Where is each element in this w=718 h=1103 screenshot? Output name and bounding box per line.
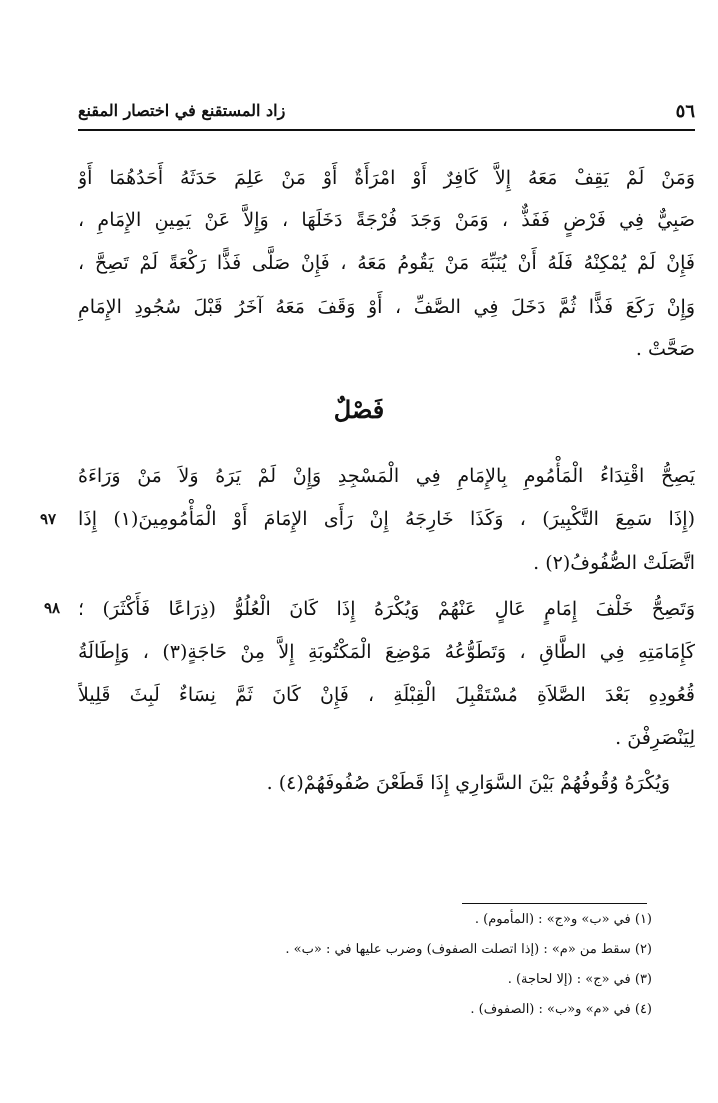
text-line: اتَّصَلَتْ الصُّفُوفُ(٢) . — [533, 552, 695, 574]
margin-reference-number: ٩٧ — [40, 510, 57, 528]
footnote: (٣) في «ج» : (إلا لحاجة) . — [507, 972, 652, 987]
section-heading: فَصْلٌ — [333, 395, 385, 424]
text-line: قُعُودِهِ بَعْدَ الصَّلاَةِ مُسْتَقْبِلَ الْقِبْلَةِ ، فَإِنْ كَانَ ثَمَّ نِسَاءٌ لَبِثَ قَلِيلاً — [78, 684, 695, 706]
text-line: يَصِحُّ اقْتِدَاءُ الْمَأْمُومِ بِالإِمَامِ فِي الْمَسْجِدِ وَإِنْ لَمْ يَرَهُ وَلاَ مَنْ وَرَاءَهُ — [78, 465, 695, 487]
text-line: وَتَصِحُّ خَلْفَ إِمَامٍ عَالٍ عَنْهُمْ وَيُكْرَهُ إِذَا كَانَ الْعُلُوُّ (ذِرَاعًا فَأَكْثَرَ) ؛ — [78, 598, 695, 620]
text-line: فَإِنْ لَمْ يُمْكِنْهُ فَلَهُ أَنْ يُنَبِّهَ مَنْ يَقُومُ مَعَهُ ، فَإِنْ صَلَّى فَذًّا رَكْعَةً لَمْ تَصِحَّ ، — [78, 252, 695, 274]
margin-reference-number: ٩٨ — [44, 599, 61, 617]
text-line: كَإِمَامَتِهِ فِي الطَّاقِ ، وَتَطَوُّعُهُ مَوْضِعَ الْمَكْتُوبَةِ إِلاَّ مِنْ حَاجَةٍ(٣) ، وَإِطَالَةُ — [78, 641, 695, 663]
footnote: (١) في «ب» و«ج» : (المأموم) . — [474, 912, 652, 927]
text-line: وَمَنْ لَمْ يَقِفْ مَعَهُ إِلاَّ كَافِرٌ أَوْ امْرَأَةٌ أَوْ مَنْ عَلِمَ حَدَثَهُ أَحَدُهُمَا أَوْ — [78, 167, 695, 189]
text-line: وَيُكْرَهُ وُقُوفُهُمْ بَيْنَ السَّوَارِي إِذَا قَطَعْنَ صُفُوفَهُمْ(٤) . — [266, 772, 670, 794]
footnote-separator — [462, 903, 647, 904]
text-line: صَبِيٌّ فِي فَرْضٍ فَفَذٌّ ، وَمَنْ وَجَدَ فُرْجَةً دَخَلَهَا ، وَإِلاَّ عَنْ يَمِينِ الإِمَامِ ، — [78, 209, 695, 231]
text-line: (إِذَا سَمِعَ التَّكْبِيرَ) ، وَكَذَا خَارِجَهُ إِنْ رَأَى الإِمَامَ أَوْ الْمَأْمُومِينَ(١) إِذَا — [78, 508, 695, 530]
footnote: (٤) في «م» و«ب» : (الصفوف) . — [470, 1002, 652, 1017]
page-number: ٥٦ — [675, 101, 695, 122]
text-line: لِيَنْصَرِفْنَ . — [615, 727, 695, 749]
book-title: زاد المستقنع في اختصار المقنع — [78, 101, 286, 120]
footnote: (٢) سقط من «م» : (إذا اتصلت الصفوف) وضرب عليها في : «ب» . — [285, 942, 652, 957]
text-line: صَحَّتْ . — [635, 338, 695, 360]
running-header — [78, 101, 695, 131]
text-line: وَإِنْ رَكَعَ فَذًّا ثُمَّ دَخَلَ فِي الصَّفِّ ، أَوْ وَقَفَ مَعَهُ آخَرُ قَبْلَ سُجُودِ الإِمَامِ — [78, 296, 695, 318]
